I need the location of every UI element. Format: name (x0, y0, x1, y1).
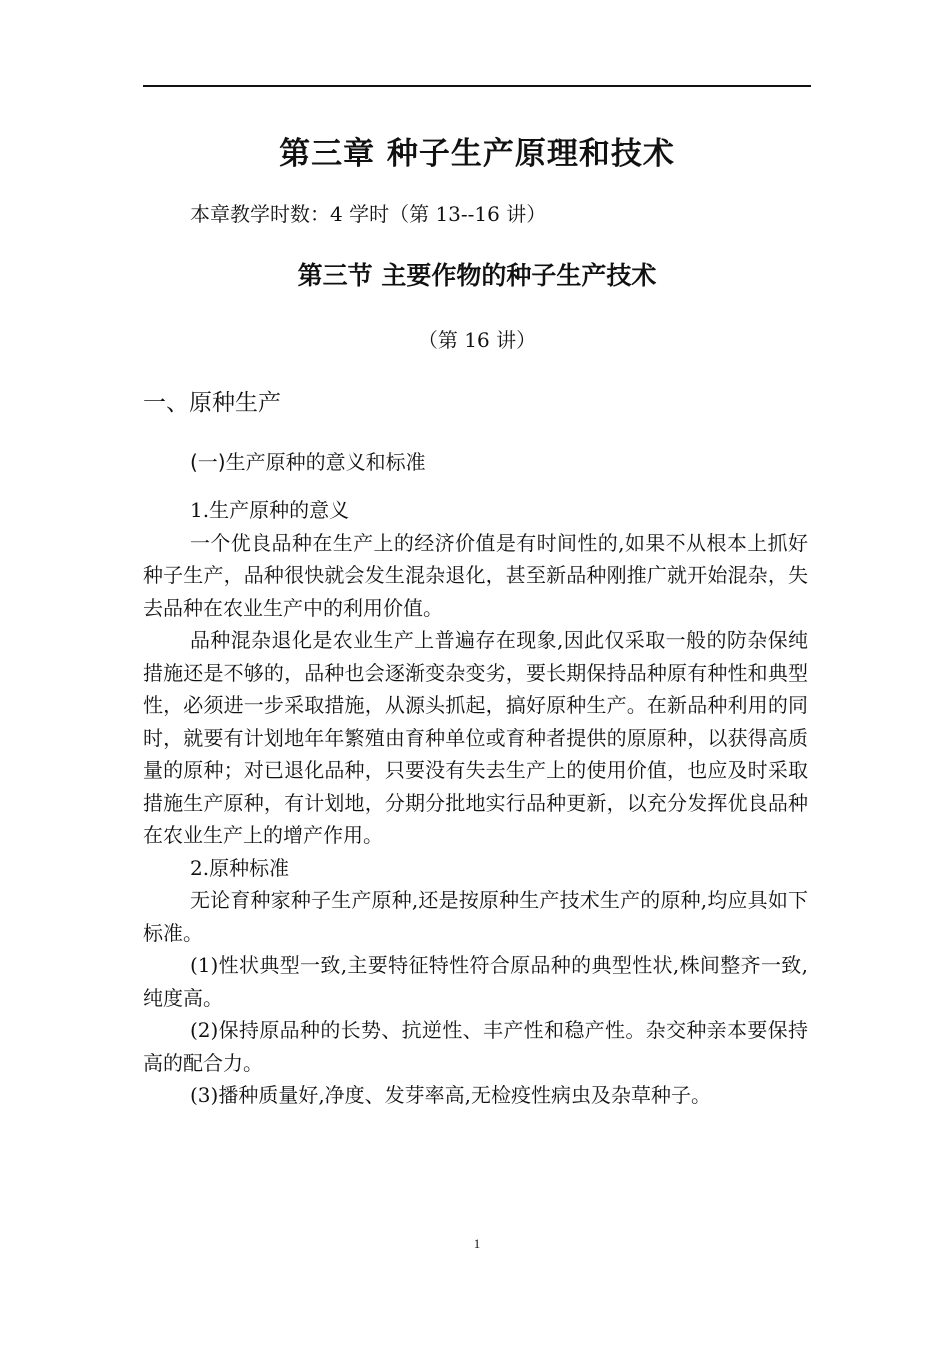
body-text (143, 494, 808, 1112)
page-number: 1 (473, 1236, 481, 1251)
paragraph: 无论育种家种子生产原种,还是按原种生产技术生产的原种,均应具如下标准。 (143, 888, 808, 945)
paragraph: (2)保持原品种的长势、抗逆性、丰产性和稳产性。杂交种亲本要保持高的配合力。 (143, 1018, 808, 1075)
subheading-meaning-and-standards: (一)生产原种的意义和标准 (190, 450, 426, 474)
teaching-hours: 本章教学时数：4 学时（第 13--16 讲） (190, 202, 547, 226)
paragraph: 品种混杂退化是农业生产上普遍存在现象,因此仅采取一般的防杂保纯措施还是不够的，品种也会逐渐变杂变劣，要长期保持品种原有种性和典型性，必须进一步采取措施，从源头抓起，搞好原种生产。在新品种利用的同时，就要有计划地年年繁殖由育种单位或育种者提供的原原种，以获得高质量的原种；对已退化品种，只要没有失去生产上的使用价值，也应及时采取措施生产原种，有计划地，分期分批地实行品种更新，以充分发挥优良品种在农业生产上的增产作用。 (143, 628, 808, 847)
lecture-number: （第 16 讲） (417, 328, 537, 352)
paragraph: 2.原种标准 (190, 855, 290, 880)
chapter-title: 第三章 种子生产原理和技术 (279, 136, 675, 172)
section-title: 第三节 主要作物的种子生产技术 (297, 261, 657, 290)
heading-original-seed-production: 一、原种生产 (143, 390, 281, 416)
paragraph: 1.生产原种的意义 (190, 498, 350, 522)
header-rule (143, 85, 811, 87)
paragraph: (1)性状典型一致,主要特征特性符合原品种的典型性状,株间整齐一致,纯度高。 (143, 953, 808, 1010)
paragraph: (3)播种质量好,净度、发芽率高,无检疫性病虫及杂草种子。 (190, 1083, 712, 1107)
paragraph: 一个优良品种在生产上的经济价值是有时间性的,如果不从根本上抓好种子生产，品种很快就会发生混杂退化，甚至新品种刚推广就开始混杂，失去品种在农业生产中的利用价值。 (143, 530, 808, 620)
